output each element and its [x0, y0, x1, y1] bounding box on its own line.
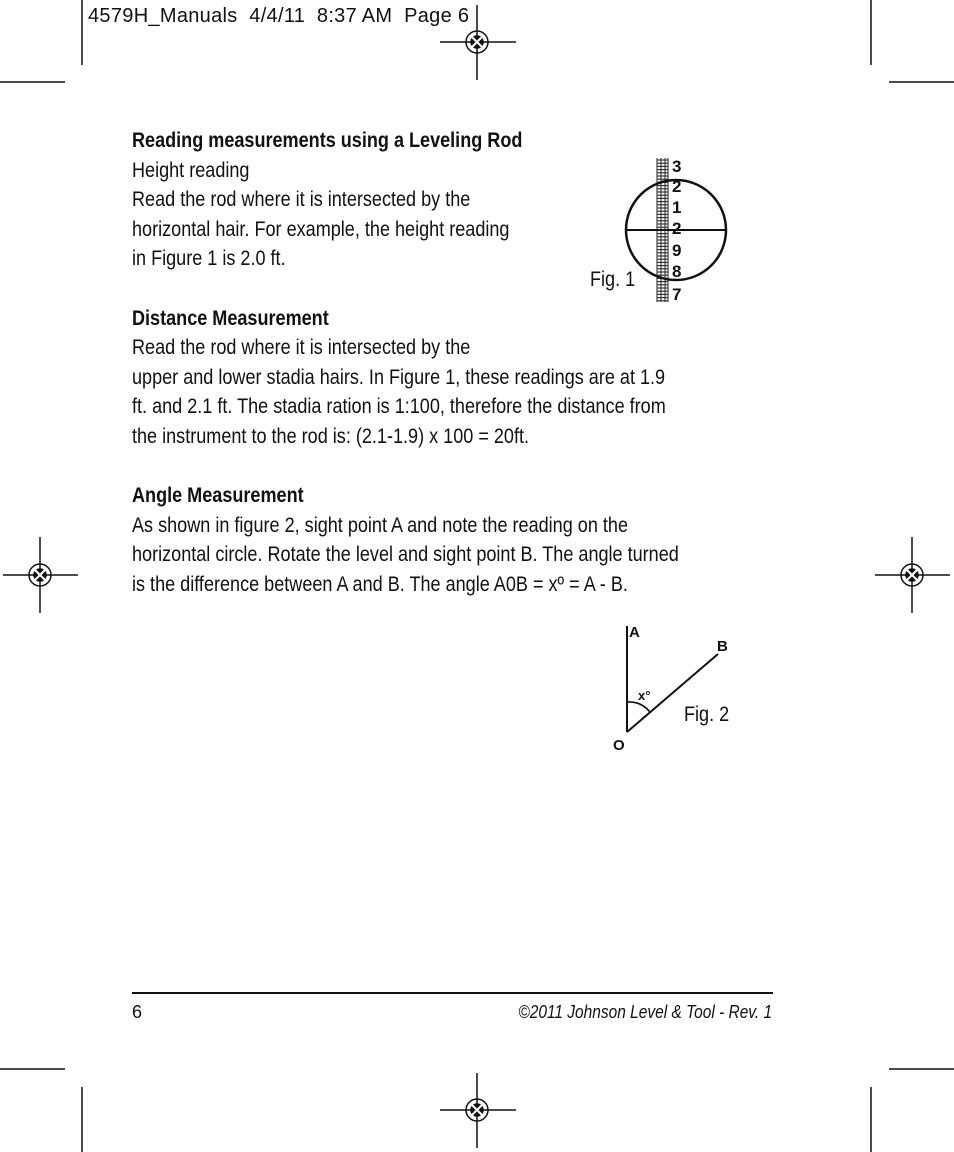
rod-number: 7: [672, 285, 682, 304]
manual-body: [132, 126, 700, 600]
figure-2-label: Fig. 2: [684, 703, 730, 726]
text-line: Read the rod where it is intersected by the: [132, 188, 471, 212]
rod-number: 8: [672, 262, 682, 281]
footer-rule: [132, 992, 773, 994]
subheading-height-reading: Height reading: [132, 158, 250, 182]
angle-arc: [627, 702, 650, 712]
text-line: the instrument to the rod is: (2.1-1.9) x 100 = 20ft.: [132, 424, 530, 448]
height-reading-text: [132, 185, 523, 274]
figure-1-rod-crosshair: [620, 152, 735, 307]
section-heading-distance: Distance Measurement: [132, 306, 329, 330]
point-o-label: O: [613, 737, 625, 754]
text-line: As shown in figure 2, sight point A and note the reading on the: [132, 513, 629, 537]
text-line: horizontal hair. For example, the height reading: [132, 217, 510, 241]
figure-2-angle-diagram: [608, 620, 738, 760]
point-b-label: B: [717, 638, 728, 655]
section-heading-angle: Angle Measurement: [132, 484, 304, 508]
rod-number: 9: [672, 241, 682, 260]
figure-1-label: Fig. 1: [590, 268, 636, 291]
text-line: ft. and 2.1 ft. The stadia ration is 1:100, therefore the distance from: [132, 395, 666, 419]
text-line: upper and lower stadia hairs. In Figure 1, these readings are at 1.9: [132, 365, 666, 389]
registration-target-bottom: [440, 1073, 516, 1148]
rod-number: 1: [672, 198, 682, 217]
text-line: is the difference between A and B. The angle A0B = xº = A - B.: [132, 572, 628, 596]
print-slug: 4579H_Manuals 4/4/11 8:37 AM Page 6: [88, 5, 470, 27]
copyright-notice: ©2011 Johnson Level & Tool - Rev. 1: [518, 1002, 772, 1022]
angle-label: x°: [638, 688, 651, 703]
registration-target-left: [3, 537, 78, 613]
rod-number: 2: [672, 219, 682, 238]
text-line: in Figure 1 is 2.0 ft.: [132, 247, 286, 271]
registration-target-right: [875, 537, 950, 613]
page-number: 6: [132, 1002, 143, 1022]
section-heading-leveling-rod: Reading measurements using a Leveling Rod: [132, 129, 523, 152]
point-a-label: A: [629, 624, 640, 641]
rod-number: 2: [672, 177, 682, 196]
text-line: horizontal circle. Rotate the level and sight point B. The angle turned: [132, 543, 679, 567]
text-line: Read the rod where it is intersected by the: [132, 336, 471, 360]
rod-number: 3: [672, 157, 682, 176]
